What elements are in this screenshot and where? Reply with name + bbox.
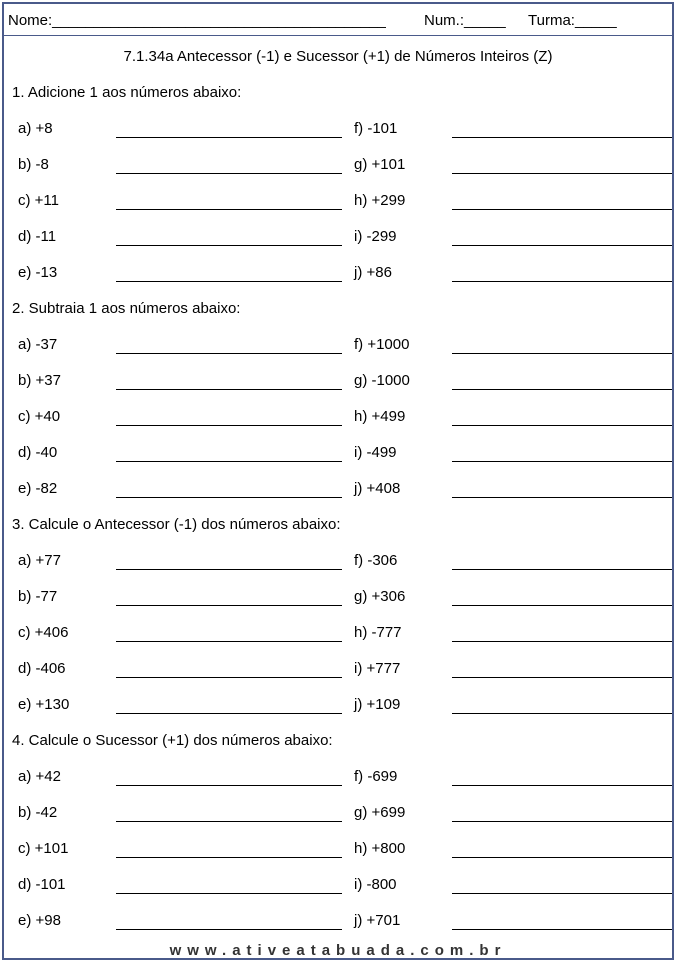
answer-line[interactable] (452, 893, 672, 894)
answer-line[interactable] (452, 785, 672, 786)
exercise-item: b) -77 (18, 588, 58, 605)
answer-line[interactable] (116, 281, 342, 282)
answer-line[interactable] (116, 713, 342, 714)
worksheet-title: 7.1.34a Antecessor (-1) e Sucessor (+1) de Números Inteiros (Z) (123, 48, 553, 65)
exercise-item: c) +101 (18, 840, 69, 857)
section-heading: 1. Adicione 1 aos números abaixo: (12, 84, 242, 101)
exercise-item: a) -37 (18, 336, 58, 353)
answer-line[interactable] (452, 137, 672, 138)
answer-line[interactable] (452, 713, 672, 714)
exercise-item: g) +699 (354, 804, 406, 821)
exercise-item: f) +1000 (354, 336, 410, 353)
class-field[interactable]: Turma:_____ (528, 12, 617, 29)
exercise-item: h) +299 (354, 192, 406, 209)
exercise-item: j) +86 (354, 264, 392, 281)
exercise-item: i) -499 (354, 444, 397, 461)
answer-line[interactable] (116, 677, 342, 678)
answer-line[interactable] (116, 173, 342, 174)
exercise-item: g) +306 (354, 588, 406, 605)
exercise-item: b) -8 (18, 156, 49, 173)
exercise-item: h) -777 (354, 624, 402, 641)
exercise-item: c) +40 (18, 408, 61, 425)
answer-line[interactable] (116, 461, 342, 462)
exercise-item: c) +11 (18, 192, 59, 209)
answer-line[interactable] (452, 173, 672, 174)
number-field[interactable]: Num.:_____ (424, 12, 506, 29)
exercise-item: a) +8 (18, 120, 53, 137)
answer-line[interactable] (116, 641, 342, 642)
section-heading: 3. Calcule o Antecessor (-1) dos números abaixo: (12, 516, 341, 533)
answer-line[interactable] (452, 677, 672, 678)
answer-line[interactable] (452, 245, 672, 246)
answer-line[interactable] (116, 785, 342, 786)
exercise-item: b) -42 (18, 804, 58, 821)
answer-line[interactable] (452, 641, 672, 642)
exercise-item: b) +37 (18, 372, 61, 389)
exercise-item: a) +42 (18, 768, 61, 785)
answer-line[interactable] (116, 245, 342, 246)
website-footer: www.ativeatabuada.com.br (169, 942, 507, 959)
answer-line[interactable] (452, 605, 672, 606)
answer-line[interactable] (116, 569, 342, 570)
exercise-item: g) -1000 (354, 372, 410, 389)
worksheet (2, 2, 674, 960)
exercise-item: c) +406 (18, 624, 69, 641)
exercise-item: h) +499 (354, 408, 406, 425)
answer-line[interactable] (116, 209, 342, 210)
answer-line[interactable] (452, 569, 672, 570)
answer-line[interactable] (116, 389, 342, 390)
answer-line[interactable] (116, 137, 342, 138)
exercise-item: i) -800 (354, 876, 397, 893)
section-heading: 4. Calcule o Sucessor (+1) dos números abaixo: (12, 732, 333, 749)
exercise-item: j) +408 (354, 480, 401, 497)
exercise-item: a) +77 (18, 552, 61, 569)
answer-line[interactable] (116, 929, 342, 930)
exercise-item: i) +777 (354, 660, 401, 677)
exercise-item: d) -406 (18, 660, 66, 677)
exercise-item: d) -40 (18, 444, 58, 461)
exercise-item: e) +130 (18, 696, 70, 713)
answer-line[interactable] (116, 353, 342, 354)
answer-line[interactable] (116, 497, 342, 498)
student-info-header (4, 4, 672, 36)
answer-line[interactable] (116, 821, 342, 822)
answer-line[interactable] (116, 425, 342, 426)
answer-line[interactable] (452, 497, 672, 498)
exercise-item: j) +701 (354, 912, 401, 929)
answer-line[interactable] (452, 389, 672, 390)
answer-line[interactable] (116, 605, 342, 606)
answer-line[interactable] (452, 929, 672, 930)
exercise-item: f) -101 (354, 120, 398, 137)
answer-line[interactable] (452, 821, 672, 822)
answer-line[interactable] (116, 857, 342, 858)
answer-line[interactable] (452, 353, 672, 354)
exercise-item: h) +800 (354, 840, 406, 857)
answer-line[interactable] (452, 209, 672, 210)
exercise-item: d) -11 (18, 228, 57, 245)
exercise-item: e) -82 (18, 480, 58, 497)
exercise-item: e) +98 (18, 912, 61, 929)
answer-line[interactable] (452, 425, 672, 426)
answer-line[interactable] (452, 857, 672, 858)
answer-line[interactable] (452, 281, 672, 282)
answer-line[interactable] (452, 461, 672, 462)
exercise-item: i) -299 (354, 228, 397, 245)
exercise-item: d) -101 (18, 876, 66, 893)
exercise-item: f) -306 (354, 552, 398, 569)
answer-line[interactable] (116, 893, 342, 894)
exercise-item: g) +101 (354, 156, 406, 173)
name-field[interactable]: Nome:________________________________________ (8, 12, 386, 29)
section-heading: 2. Subtraia 1 aos números abaixo: (12, 300, 241, 317)
exercise-item: e) -13 (18, 264, 58, 281)
exercise-item: j) +109 (354, 696, 401, 713)
exercise-item: f) -699 (354, 768, 398, 785)
